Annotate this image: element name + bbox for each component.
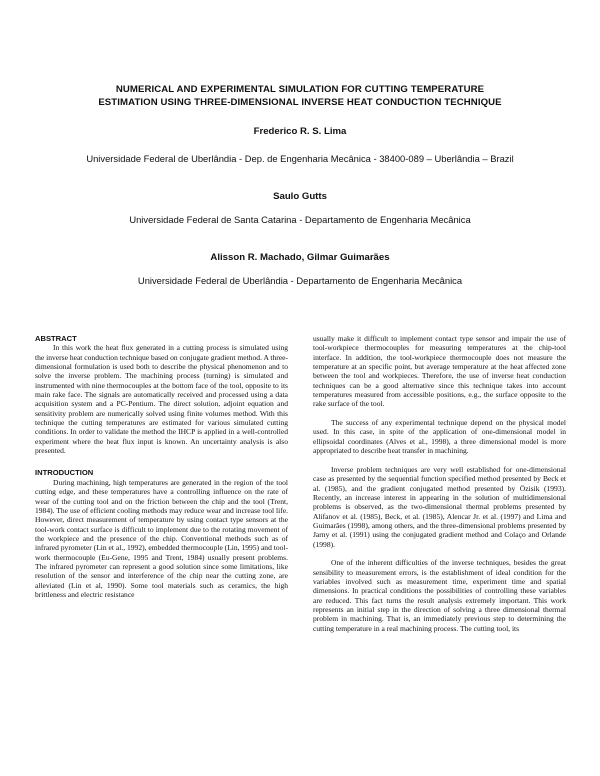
author-1: Frederico R. S. Lima: [253, 126, 347, 137]
left-column: [35, 334, 288, 599]
affiliation-3: Universidade Federal de Uberlândia - Departamento de Engenharia Mecânica: [137, 275, 463, 286]
right-paragraph-1: usually make it difficult to implement contact type sensor and impair the use of tool-workpiece thermocouples for measuring temperatures at the chip-tool interface. In addition, the tool-workpiece thermocouple does not measure the temperature at an specific point, but average temperature at the heat affected zone between the tool and workpieces. Therefore, the use of inverse heat conduction techniques can be a good alternative since this technique takes into account temperatures measured from accessible positions, e.g., the surface opposite to the rake surface of the tool.: [313, 334, 566, 409]
title-line-2: ESTIMATION USING THREE-DIMENSIONAL INVERSE HEAT CONDUCTION TECHNIQUE: [98, 97, 502, 108]
affiliation-1: Universidade Federal de Uberlândia - Dep. de Engenharia Mecânica - 38400-089 – Uberlândia – Brazil: [86, 153, 514, 164]
author-3: Alisson R. Machado, Gilmar Guimarães: [210, 252, 390, 263]
author-2: Saulo Gutts: [273, 191, 327, 202]
title-line-1: NUMERICAL AND EXPERIMENTAL SIMULATION FOR CUTTING TEMPERATURE: [115, 84, 485, 95]
right-paragraph-2: The success of any experimental technique depend on the physical model used. In this case, in spite of the application of one-dimensional model in ellipsoidal coordinates (Alves et al., 1998), a three dimensional model is more appropriated to describe heat transfer in machining.: [313, 418, 566, 456]
affiliation-2: Universidade Federal de Santa Catarina - Departamento de Engenharia Mecânica: [129, 214, 471, 225]
right-paragraph-3: Inverse problem techniques are very well established for one-dimensional case as presented by the sequential function specified method presented by Beck et al. (1985), and the gradient conjugated method presented by Özisik (1993). Recently, an increase interest in appearing in the solution of multidimensional problems is observed, as the two-dimensional thermal problems presented by Alifanov et al. (1985), Beck, et al. (1985), Alencar Jr. et al. (1997) and Lima and Guimarães (1998), among others, and the three-dimensional problems presented by Jarny et al. (1991) using the conjugated gradient method and Colaço and Orlande (1998).: [313, 464, 566, 549]
introduction-paragraph-1: During machining, high temperatures are generated in the region of the tool cutting edge, and these temperatures have a controlling influence on the rate of wear of the cutting tool and on the friction between the chip and the tool (Trent, 1984). The use of efficient cooling methods may reduce wear and increase tool life. However, direct measurement of temperature by using contact type sensors at the tool-work contact surface is difficult to implement due to the rotating movement of the workpiece and the presence of the chip. Conventional methods such as of infrared pyrometer (Lin et al., 1992), embedded thermocouple (Lin, 1995) and tool-work thermocouple (Eu-Gene, 1995 and Trent, 1984) usually present problems. The infrared pyrometer can represent a good solution since some limitations, like resolution of the sensor and interference of the chip near the cutting zone, are alleviated (Lin et al, 1990). Some tool materials such as ceramics, the high brittleness and electric resistance: [35, 477, 288, 599]
paper-title: [40, 83, 560, 109]
abstract-text: In this work the heat flux generated in a cutting process is simulated using the inverse heat conduction technique based on conjugate gradient method. A three-dimensional formulation is used both to describe the physical phenomenon and to solve the inverse problem. The machining process (turning) is simulated and instrumented with nine thermocouples at the bottom face of the tool, opposite to its main rake face. The signals are automatically received and processed using a data acquisition system and a PC-Pentium. The direct solution, adjoint equation and sensitivity problem are numerically solved using finite volumes method. With this technique the cutting temperatures are estimated for various simulated cutting conditions. In order to validate the method the IHCP is applied in a well-controlled experiment where the heat flux input is known. An uncertainty analysis is also presented.: [35, 343, 288, 456]
right-paragraph-4: One of the inherent difficulties of the inverse techniques, besides the great sensibility to measurement errors, is the establishment of ideal condition for the variables involved such as measurement time, experiment time and spatial dimensions. In practical conditions the possibilities of controlling these variables are reduced. This fact turns the result analysis extremely important. This work represents an initial step in the direction of solving a three dimensional thermal problem in machining. That is, an immediately previous step to determining the cutting temperature in a real machining process. The cutting tool, its: [313, 558, 566, 633]
right-column: [313, 334, 566, 633]
abstract-heading: ABSTRACT: [35, 334, 77, 343]
introduction-heading: INTRODUCTION: [35, 468, 94, 478]
